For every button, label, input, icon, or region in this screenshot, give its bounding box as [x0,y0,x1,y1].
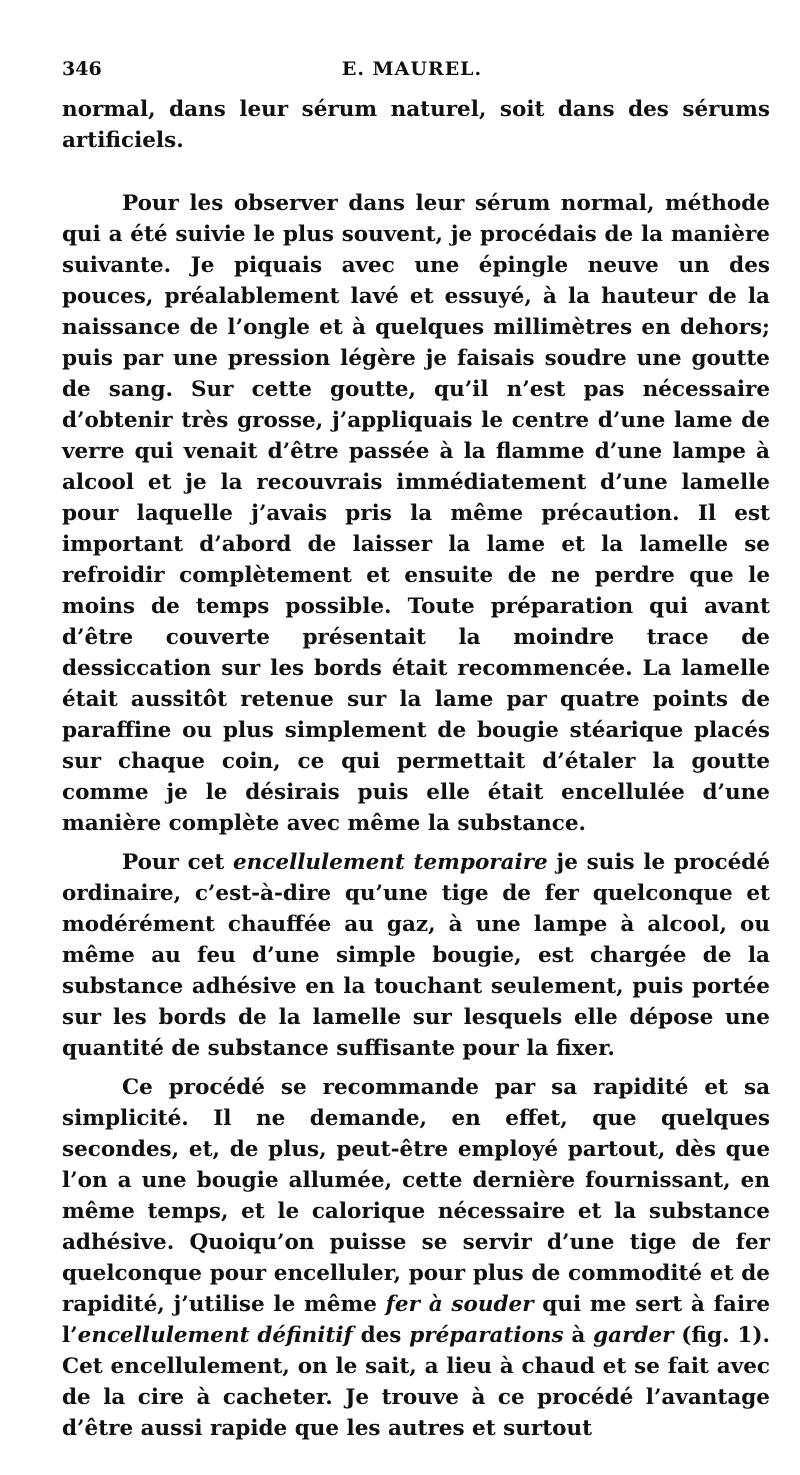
body-text [62,94,770,1444]
text-run: Ce procédé se recommande par sa rapidité et sa simplicité. Il ne demande, en effet, que quelques secondes, et, de plus, peut-être employé partout, dès que l’on a une bougie allumée, cette dernière fournissant, en même temps, et le calorique nécessaire et la substance adhésive. Quoiqu’on puisse se servir d’une tige de fer quelconque pour encelluler, pour plus de commodité et de rapidité, j’utilise le même [62,1075,770,1317]
italic-term: encellulement temporaire [232,850,548,875]
paragraph-encellulement-temporaire [62,847,770,1064]
text-run: (fig. 1). Cet encellulement, on le sait, a lieu à chaud et se fait avec de la cire à cacheter. Je trouve à ce procédé l’avantage d’être aussi rapide que les autres et surtout [62,1323,770,1441]
page-header [62,58,762,88]
italic-term: encellulement définitif [77,1323,353,1348]
italic-term: préparations [409,1323,564,1348]
text-run: je suis le procédé ordinaire, c’est-à-dire qu’une tige de fer quelconque et modérément chauffée au gaz, à une lampe à alcool, ou même au feu d’une simple bougie, est chargée de la substance adhésive en la touchant seulement, puis portée sur les bords de la lamelle sur lesquels elle dépose une quantité de substance suffisante pour la fixer. [62,850,771,1061]
italic-term: garder [593,1323,674,1348]
page-number: 346 [62,58,102,80]
paragraph-method: Pour les observer dans leur sérum normal, méthode qui a été suivie le plus souvent, je procédais de la manière suivante. Je piquais avec une épingle neuve un des pouces, préalablement lavé et essuyé, à la hauteur de la naissance de l’ongle et à quelques millimètres en dehors; puis par une pression légère je faisais soudre une goutte de sang. Sur cette goutte, qu’il n’est pas nécessaire d’obtenir très grosse, j’appliquais le centre d’une lame de verre qui venait d’être passée à la flamme d’une lampe à alcool et je la recouvrais immédiatement d’une lamelle pour laquelle j’avais pris la même précaution. Il est important d’abord de laisser la lame et la lamelle se refroidir complètement et ensuite de ne perdre que le moins de temps possible. Toute préparation qui avant d’être couverte présentait la moindre trace de dessiccation sur les bords était recommencée. La lamelle était aussitôt retenue sur la lame par quatre points de paraffine ou plus simplement de bougie stéarique placés sur chaque coin, ce qui permettait d’étaler la goutte comme je le désirais puis elle était encellulée d’une manière complète avec même la substance. [62,191,770,836]
text-run: à [563,1323,594,1348]
italic-term: fer à souder [385,1292,534,1317]
paragraph-continued: normal, dans leur sérum naturel, soit dans des sérums artificiels. [62,97,770,153]
text-run: des [352,1323,410,1348]
text-run: Pour cet [122,850,233,875]
paragraph-procede [62,1072,770,1444]
running-head: E. MAUREL. [341,58,483,80]
text-run: qui me sert à faire l’ [62,1292,770,1348]
